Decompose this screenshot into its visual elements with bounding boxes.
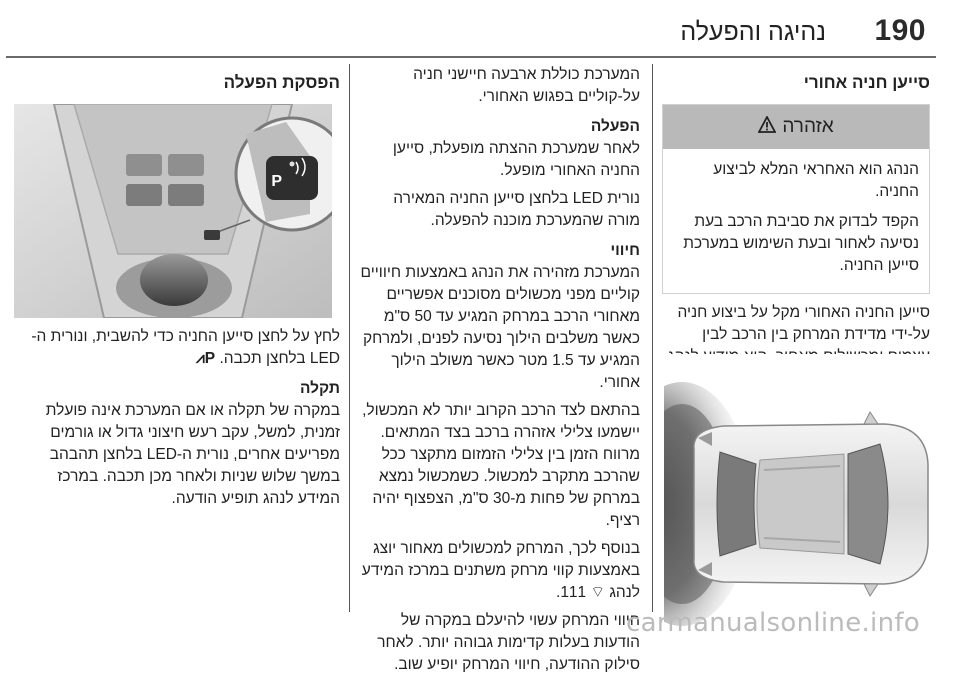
warning-text-1: הנהג הוא האחראי המלא לביצוע החניה. xyxy=(713,161,919,200)
warning-body xyxy=(663,149,929,293)
sensors-intro: המערכת כוללת ארבעה חיישני חניה על-קוליים בפגוש האחורי. xyxy=(413,66,640,105)
page-number: 190 xyxy=(874,14,926,47)
indication-text: המערכת מזהירה את הנהג באמצעות חיוויים קוליים מפני מכשולים מסוכנים אפשריים מאחורי הרכב במרחק המגיע עד 50 ס"מ כאשר משלבים הילוך נסיעה לפנים, ולמרחק המגיע עד 1.5 מטר כאשר משולב הילוך אחורי. xyxy=(360,264,640,391)
priority-messages-text: חיווי המרחק עשוי להיעלם במקרה של הודעות בעלות קדימות גבוהה יותר. לאחר סילוק ההודעה, חיווי המרחק יופיע שוב. xyxy=(377,612,640,673)
fault-text: במקרה של תקלה או אם המערכת אינה פועלת זמנית, למשל, עקב רעש חיצוני גדול או גורמים מפריעים אחרים, נורית ה-LED בלחצן תהבהב במשך שלוש שניות ולאחר מכן תכבה. במרכז המידע לנהג תופיע הודעה. xyxy=(45,402,340,507)
warning-triangle-icon xyxy=(758,116,776,139)
activation-text-1: לאחר שמערכת ההצתה מופעלת, סייען החניה האחורי מופעל. xyxy=(392,140,640,179)
activation-heading: הפעלה xyxy=(590,118,640,135)
rear-parking-assist-description: סייען החניה האחורי מקל על ביצוע חניה על-ידי מדידת המרחק בין הרכב לבין xyxy=(677,304,930,343)
page-header xyxy=(0,0,960,56)
indication-side-text: בהתאם לצד הרכב הקרוב יותר לא המכשול, יישמעו צלילי אזהרה ברכב בצד המתאים. מרווח הזמן בין צלילי הזמזום מתקצר ככל שהרכב מתקרב למכשול. כשמכשול נמצא במרחק של פחות מ-30 ס"מ, הצפצוף יהיה רציף. xyxy=(362,402,640,529)
distance-lines-text: בנוסף לכך, המרחק למכשולים מאחור יוצג באמצעות קווי מרחק משתנים במרכז המידע לנהג ⌔ 111. xyxy=(361,540,640,601)
column-divider xyxy=(652,64,653,612)
warning-header xyxy=(663,105,929,149)
parking-assist-button-icon: P⩘ xyxy=(196,350,216,367)
deactivation-title: הפסקת הפעלה xyxy=(223,73,340,92)
warning-box xyxy=(662,104,930,294)
activation-text-2: נורית LED בלחצן סייען החניה המאירה מורה שהמערכת מוכנה להפעלה. xyxy=(393,190,640,229)
column-divider xyxy=(349,64,350,612)
warning-label: אזהרה xyxy=(782,116,834,137)
indication-heading: חיווי xyxy=(610,242,640,259)
middle-column xyxy=(360,60,640,682)
right-column xyxy=(664,60,930,418)
deactivation-text xyxy=(14,326,340,370)
header-rule xyxy=(6,56,936,58)
rear-parking-assist-title: סייען חניה אחורי xyxy=(803,73,930,92)
console-photo xyxy=(14,104,332,320)
left-column xyxy=(14,60,340,516)
fault-heading: תקלה xyxy=(300,380,340,397)
warning-text-2: הקפד לבדוק את סביבת הרכב בעת נסיעה לאחור ובעת השימוש במערכת סייען החניה. xyxy=(683,213,919,274)
section-title: נהיגה והפעלה xyxy=(680,18,826,46)
deactivation-text-content: לחץ על לחצן סייען החניה כדי להשבית, ונורית ה-LED בלחצן תכבה. xyxy=(31,328,340,367)
watermark: carmanualsonline.info xyxy=(626,608,921,638)
svg-text:P: P xyxy=(271,173,282,190)
